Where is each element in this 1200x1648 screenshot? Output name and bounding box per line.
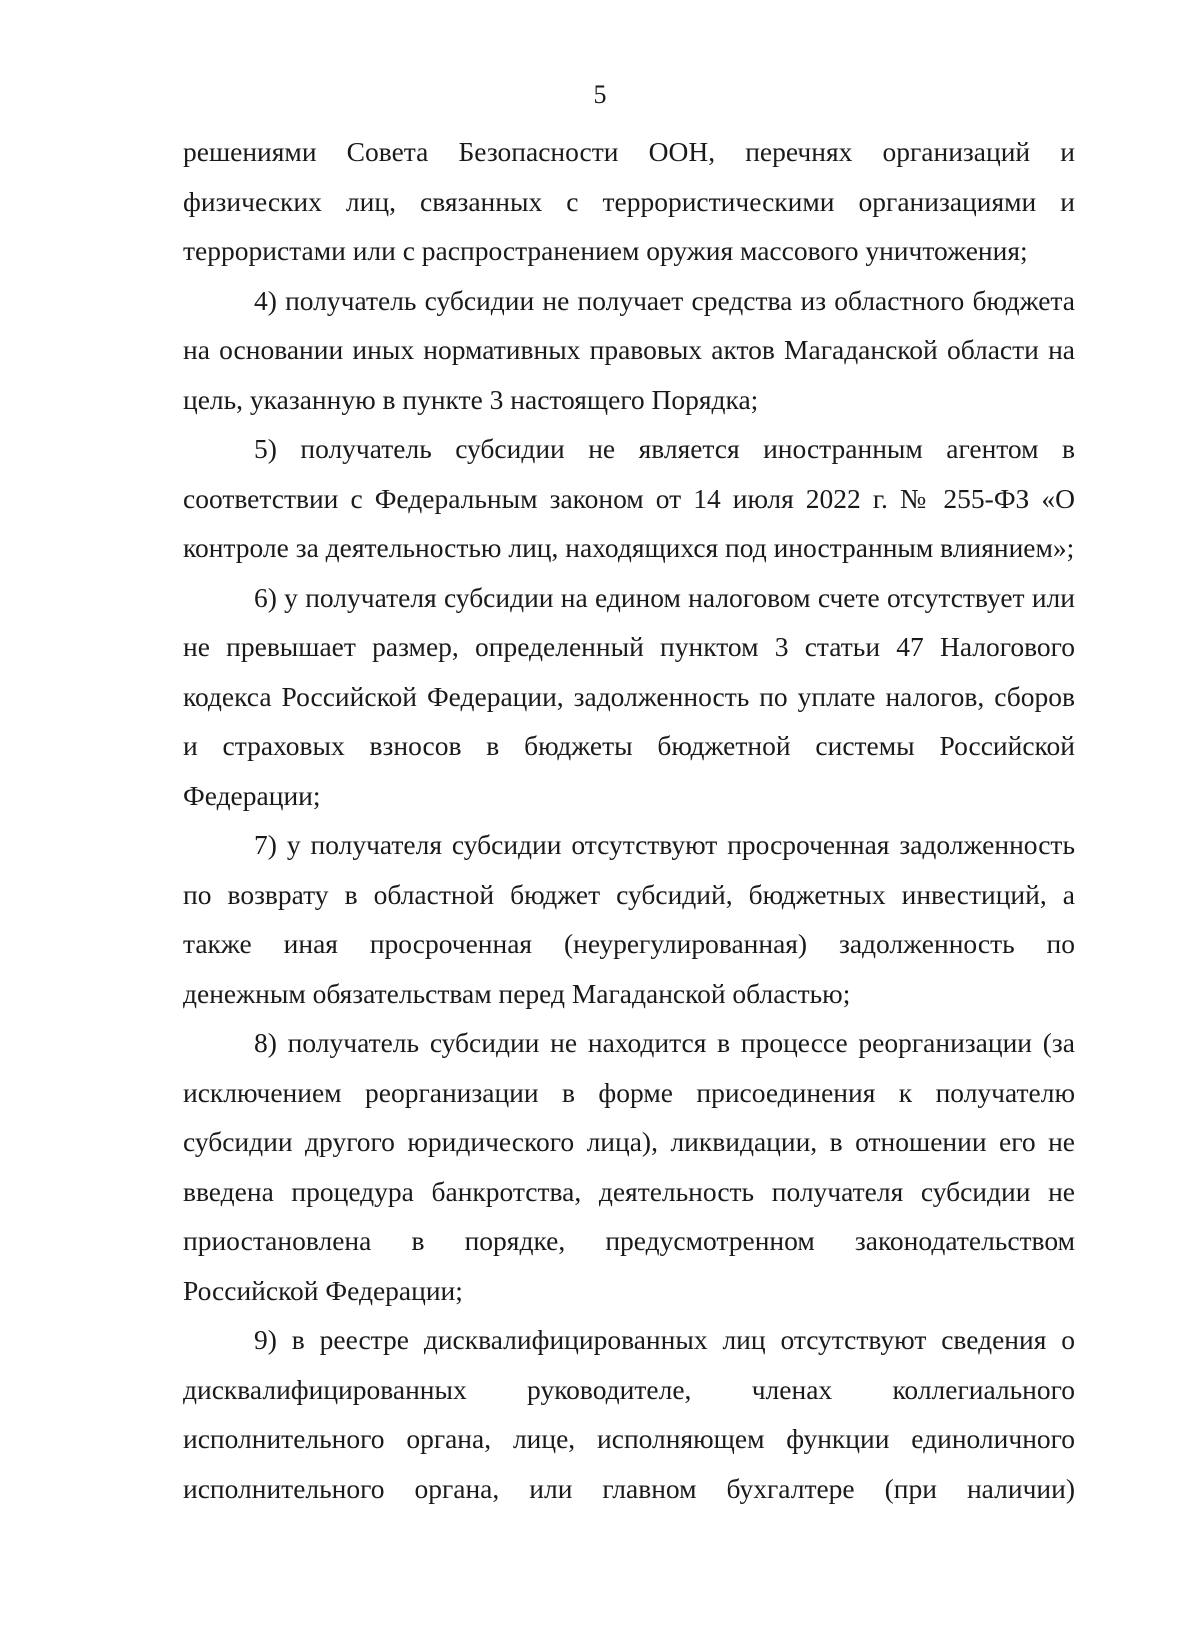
paragraph-continuation: решениями Совета Безопасности ООН, перечнях организаций и физических лиц, связанных с террористическими организациями и террористами или с распространением оружия массового уничтожения; xyxy=(183,136,1075,266)
page-number: 5 xyxy=(593,80,607,109)
list-item-6: 6) у получателя субсидии на едином налоговом счете отсутствует или не превышает размер, определенный пунктом 3 статьи 47 Налогового кодекса Российской Федерации, задолженность по уплате налогов, сборов и страховых взносов в бюджеты бюджетной системы Российской Федерации; xyxy=(183,581,1075,811)
list-item-8: 8) получатель субсидии не находится в процессе реорганизации (за исключением реорганизации в форме присоединения к получателю субсидии другого юридического лица), ликвидации, в отношении его не введена процедура банкротства, деятельность получателя субсидии не приостановлена в порядке, предусмотренном законодательством Российской Федерации; xyxy=(183,1027,1075,1306)
list-item-4: 4) получатель субсидии не получает средства из областного бюджета на основании иных нормативных правовых актов Магаданской области на цель, указанную в пункте 3 настоящего Порядка; xyxy=(183,284,1075,415)
document-body xyxy=(183,127,1075,1513)
list-item-7: 7) у получателя субсидии отсутствуют просроченная задолженность по возврату в областной бюджет субсидий, бюджетных инвестиций, а также иная просроченная (неурегулированная) задолженность по денежным обязательствам перед Магаданской областью; xyxy=(183,829,1075,1009)
list-item-9: 9) в реестре дисквалифицированных лиц отсутствуют сведения о дисквалифицированных руководителе, членах коллегиального исполнительного органа, лице, исполняющем функции единоличного исполнительного органа, или главном бухгалтере (при наличии) xyxy=(183,1324,1075,1504)
list-item-5: 5) получатель субсидии не является иностранным агентом в соответствии с Федеральным законом от 14 июля 2022 г. № 255-ФЗ «О контроле за деятельностью лиц, находящихся под иностранным влиянием»; xyxy=(183,433,1075,563)
